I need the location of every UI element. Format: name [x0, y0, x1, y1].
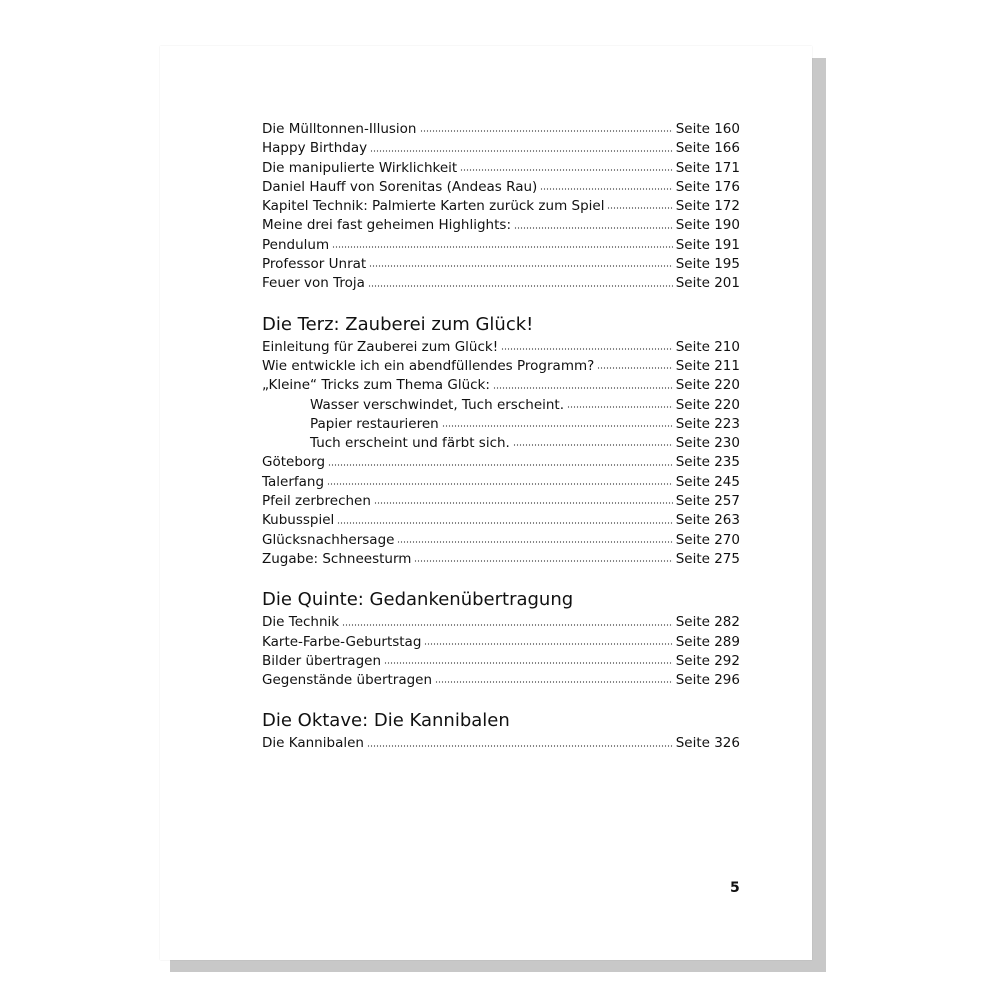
toc-entry [262, 671, 740, 690]
toc-entry-title: Zugabe: Schneesturm [262, 550, 412, 567]
toc-entry-title: Wasser verschwindet, Tuch erscheint. [310, 396, 565, 413]
toc-entry-page: Seite 289 [675, 633, 740, 650]
toc-entry [262, 216, 740, 235]
dot-leader [460, 169, 673, 171]
toc-entry [262, 376, 740, 395]
toc-entry [262, 550, 740, 569]
toc-entry [262, 734, 740, 753]
dot-leader [414, 560, 672, 562]
dot-leader [424, 643, 672, 645]
toc-entry-title: Die Technik [262, 614, 340, 631]
dot-leader [501, 348, 673, 350]
toc-entry-page: Seite 223 [675, 415, 740, 432]
dot-leader [514, 227, 673, 229]
toc-entry-page: Seite 201 [675, 275, 740, 292]
toc-entry-page: Seite 230 [675, 435, 740, 452]
toc-entry [262, 236, 740, 255]
dot-leader [607, 207, 672, 209]
toc-entry-page: Seite 245 [675, 473, 740, 490]
toc-entry-title: Pendulum [262, 236, 330, 253]
toc-entry-title: Bilder übertragen [262, 652, 382, 669]
section-heading: Die Terz: Zauberei zum Glück! [262, 313, 534, 335]
dot-leader [540, 188, 672, 190]
toc-entry-title: Feuer von Troja [262, 275, 365, 292]
dot-leader [369, 265, 673, 267]
toc-section [262, 313, 740, 570]
toc-entry-page: Seite 210 [675, 338, 740, 355]
dot-leader [370, 150, 673, 152]
dot-leader [567, 406, 673, 408]
dot-leader [493, 387, 673, 389]
dot-leader [513, 444, 673, 446]
toc-entry [262, 652, 740, 671]
toc-entry-title: Die Kannibalen [262, 735, 364, 752]
toc-entry [262, 453, 740, 472]
dot-leader [442, 425, 673, 427]
toc-entry [262, 415, 740, 434]
dot-leader [384, 662, 673, 664]
toc-entry [262, 613, 740, 632]
toc-entry [262, 120, 740, 139]
dot-leader [328, 464, 673, 466]
toc-entry-title: Die manipulierte Wirklichkeit [262, 159, 458, 176]
dot-leader [327, 483, 673, 485]
toc-entry [262, 255, 740, 274]
toc-entry-title: Die Mülltonnen-Illusion [262, 121, 417, 137]
toc-entry [262, 434, 740, 453]
toc-entry-page: Seite 326 [675, 735, 740, 752]
toc-entry-title: Wie entwickle ich ein abendfüllendes Programm? [262, 357, 595, 374]
toc-entry [262, 492, 740, 511]
dot-leader [374, 502, 673, 504]
toc-entry-page: Seite 263 [675, 512, 740, 529]
dot-leader [420, 130, 673, 132]
toc-entry-page: Seite 292 [675, 652, 740, 669]
toc-entry [262, 396, 740, 415]
dot-leader [337, 522, 672, 524]
toc-entry-page: Seite 171 [675, 159, 740, 176]
toc-entry-page: Seite 275 [675, 550, 740, 567]
toc-entry [262, 633, 740, 652]
toc-entry [262, 197, 740, 216]
section-heading: Die Quinte: Gedankenübertragung [262, 589, 574, 611]
toc-entry-title: Meine drei fast geheimen Highlights: [262, 217, 511, 234]
toc-entry-page: Seite 220 [675, 396, 740, 413]
toc-section [262, 709, 740, 753]
toc-entry [262, 338, 740, 357]
toc-entry-page: Seite 172 [675, 198, 740, 215]
toc-entry-title: Einleitung für Zauberei zum Glück! [262, 338, 499, 355]
toc-entry-page: Seite 166 [675, 140, 740, 157]
toc-entry-title: Kapitel Technik: Palmierte Karten zurück zum Spiel [262, 198, 605, 215]
toc-entry-title: Happy Birthday [262, 140, 368, 157]
toc-entry-page: Seite 270 [675, 531, 740, 548]
toc-entry [262, 178, 740, 197]
toc-entry-page: Seite 257 [675, 493, 740, 510]
toc-section [262, 120, 740, 294]
toc-entry [262, 357, 740, 376]
toc-entry-title: „Kleine“ Tricks zum Thema Glück: [262, 377, 490, 394]
toc-entry-page: Seite 220 [675, 377, 740, 394]
toc-entry [262, 531, 740, 550]
toc-entry-title: Göteborg [262, 454, 326, 471]
toc-entry-page: Seite 160 [675, 121, 740, 137]
toc-entry-page: Seite 190 [675, 217, 740, 234]
table-of-contents [262, 120, 740, 754]
toc-entry-page: Seite 296 [675, 672, 740, 689]
toc-entry-page: Seite 176 [675, 178, 740, 195]
toc-entry-title: Kubusspiel [262, 512, 335, 529]
toc-entry-title: Papier restaurieren [310, 415, 439, 432]
toc-entry-title: Karte-Farbe-Geburtstag [262, 633, 422, 650]
toc-entry [262, 473, 740, 492]
toc-entry-title: Glücksnachhersage [262, 531, 395, 548]
toc-entry-title: Daniel Hauff von Sorenitas (Andeas Rau) [262, 178, 538, 195]
toc-entry-title: Tuch erscheint und färbt sich. [310, 435, 510, 452]
dot-leader [332, 246, 673, 248]
toc-entry [262, 139, 740, 158]
toc-entry-page: Seite 235 [675, 454, 740, 471]
dot-leader [597, 367, 672, 369]
dot-leader [367, 745, 673, 747]
toc-entry-title: Pfeil zerbrechen [262, 493, 371, 510]
dot-leader [397, 541, 672, 543]
toc-entry-title: Gegenstände übertragen [262, 672, 433, 689]
toc-entry [262, 511, 740, 530]
toc-entry [262, 274, 740, 293]
toc-entry-title: Professor Unrat [262, 256, 367, 273]
toc-entry-page: Seite 282 [675, 614, 740, 631]
toc-entry-page: Seite 195 [675, 256, 740, 273]
dot-leader [368, 285, 673, 287]
book-page [160, 46, 812, 960]
dot-leader [435, 681, 673, 683]
toc-entry-title: Talerfang [262, 473, 325, 490]
toc-entry-page: Seite 191 [675, 236, 740, 253]
section-heading: Die Oktave: Die Kannibalen [262, 710, 510, 732]
toc-section [262, 588, 740, 690]
toc-entry-page: Seite 211 [675, 357, 740, 374]
toc-entry [262, 159, 740, 178]
page-number: 5 [730, 880, 740, 896]
dot-leader [342, 624, 673, 626]
